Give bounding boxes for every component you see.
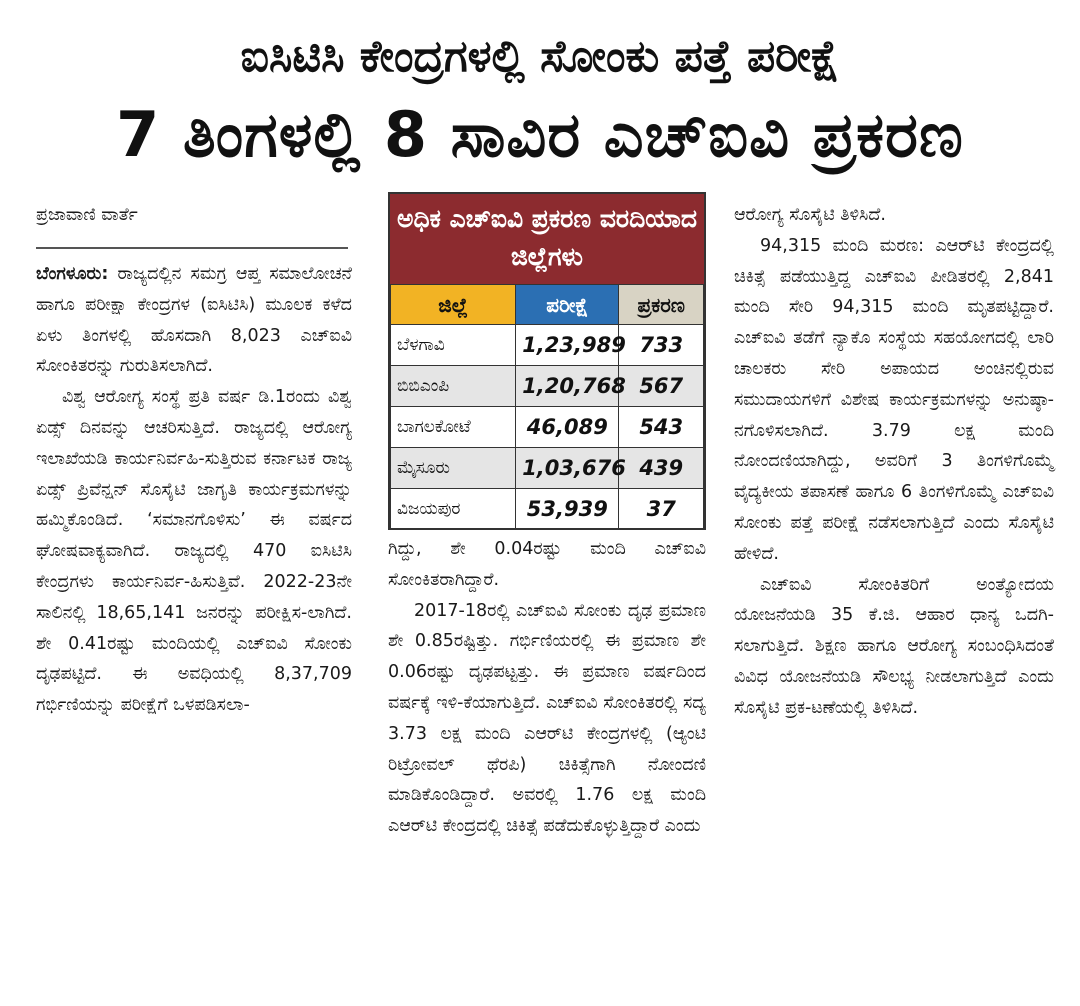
article-paragraph-2-continued: ಗಿದ್ದು, ಶೇ 0.04ರಷ್ಟು ಮಂದಿ ಎಚ್‌ಐವಿ ಸೋಂಕಿತರಾಗಿದ್ದಾರೆ. <box>388 539 706 590</box>
district-cell: ಬಿಬಿಎಂಪಿ <box>391 366 516 407</box>
article-paragraph-3: 2017-18ರಲ್ಲಿ ಎಚ್‌ಐವಿ ಸೋಂಕು ದೃಢ ಪ್ರಮಾಣ ಶೇ 0.85ರಷ್ಟಿತ್ತು. ಗರ್ಭಿಣಿಯರಲ್ಲಿ ಈ ಪ್ರಮಾಣ ಶೇ 0.06ರಷ್ಟು ದೃಢಪಟ್ಟತ್ತು. ಈ ಪ್ರಮಾಣ ವರ್ಷದಿಂದ ವರ್ಷಕ್ಕೆ ಇಳಿ-ಕೆಯಾಗುತ್ತಿದೆ. ಎಚ್‌ಐವಿ ಸೋಂಕಿತರಲ್ಲಿ ಸದ್ಯ 3.73 ಲಕ್ಷ ಮಂದಿ ಎಆರ್‌ಟಿ ಕೇಂದ್ರಗಳಲ್ಲಿ (ಆ್ಯಂಟಿ ರಿಟ್ರೋವಲ್ ಥೆರಪಿ) ಚಿಕಿತ್ಸೆಗಾಗಿ ನೋಂದಣಿ ಮಾಡಿಕೊಂಡಿದ್ದಾರೆ. ಅವರಲ್ಲಿ 1.76 ಲಕ್ಷ ಮಂದಿ ಎಆರ್‌ಟಿ ಕೇಂದ್ರದಲ್ಲಿ ಚಿಕಿತ್ಸೆ ಪಡೆದುಕೊಳ್ಳುತ್ತಿದ್ದಾರೆ ಎಂದು <box>388 600 706 837</box>
hiv-cases-table-box <box>388 192 706 530</box>
article-paragraph-4: 94,315 ಮಂದಿ ಮರಣ: ಎಆರ್‌ಟಿ ಕೇಂದ್ರದಲ್ಲಿ ಚಿಕಿತ್ಸೆ ಪಡೆಯುತ್ತಿದ್ದ ಎಚ್‌ಐವಿ ಪೀಡಿತರಲ್ಲಿ 2,841 ಮಂದಿ ಸೇರಿ 94,315 ಮಂದಿ ಮೃತಪಟ್ಟಿದ್ದಾರೆ. ಎಚ್‌ಐವಿ ತಡೆಗೆ ನ್ಯಾಕೊ ಸಂಸ್ಥೆಯ ಸಹಯೋಗದಲ್ಲಿ ಲಾರಿ ಚಾಲಕರು ಸೇರಿ ಅಪಾಯದ ಅಂಚಿನಲ್ಲಿರುವ ಸಮುದಾಯಗಳಿಗೆ ವಿಶೇಷ ಕಾರ್ಯಕ್ರಮಗಳನ್ನು ಅನುಷ್ಠಾ-ನಗೊಳಿಸಲಾಗಿದೆ. 3.79 ಲಕ್ಷ ಮಂದಿ ನೋಂದಣಿಯಾಗಿದ್ದು, ಅವರಿಗೆ 3 ತಿಂಗಳಿಗೊಮ್ಮೆ ವೈದ್ಯಕೀಯ ತಪಾಸಣೆ ಹಾಗೂ 6 ತಿಂಗಳಿಗೊಮ್ಮೆ ಎಚ್‌ಐವಿ ಸೋಂಕು ಪತ್ತೆ ಪರೀಕ್ಷೆ ನಡೆಸಲಾಗುತ್ತಿದೆ ಎಂದು ಸೊಸೈಟಿ ಹೇಳಿದೆ. <box>734 235 1054 564</box>
cases-cell: 733 <box>619 325 704 366</box>
article-paragraph-2: ವಿಶ್ವ ಆರೋಗ್ಯ ಸಂಸ್ಥೆ ಪ್ರತಿ ವರ್ಷ ಡಿ.1ರಂದು ವಿಶ್ವ ಏಡ್ಸ್ ದಿನವನ್ನು ಆಚರಿಸುತ್ತಿದೆ. ರಾಜ್ಯದಲ್ಲಿ ಆರೋಗ್ಯ ಇಲಾಖೆಯಡಿ ಕಾರ್ಯನಿರ್ವಹಿ-ಸುತ್ತಿರುವ ಕರ್ನಾಟಕ ರಾಜ್ಯ ಏಡ್ಸ್ ಪ್ರಿವೆನ್ಷನ್ ಸೊಸೈಟಿ ಜಾಗೃತಿ ಕಾರ್ಯಕ್ರಮಗಳನ್ನು ಹಮ್ಮಿಕೊಂಡಿದೆ. ‘ಸಮಾನಗೊಳಿಸು’ ಈ ವರ್ಷದ ಘೋಷವಾಕ್ಯವಾಗಿದೆ. ರಾಜ್ಯದಲ್ಲಿ 470 ಐಸಿಟಿಸಿ ಕೇಂದ್ರಗಳು ಕಾರ್ಯನಿರ್ವ-ಹಿಸುತ್ತಿವೆ. 2022-23ನೇ ಸಾಲಿನಲ್ಲಿ 18,65,141 ಜನರನ್ನು ಪರೀಕ್ಷಿಸ-ಲಾಗಿದೆ. ಶೇ 0.41ರಷ್ಟು ಮಂದಿಯಲ್ಲಿ ಎಚ್‌ಐವಿ ಸೋಂಕು ದೃಢಪಟ್ಟಿದೆ. ಈ ಅವಧಿಯಲ್ಲಿ 8,37,709 ಗರ್ಭಿಣಿಯನ್ನು ಪರೀಕ್ಷೆಗೆ ಒಳಪಡಿಸಲಾ- <box>36 387 352 716</box>
table-title: ಅಧಿಕ ಎಚ್‌ಐವಿ ಪ್ರಕರಣ ವರದಿಯಾದ ಜಿಲ್ಲೆಗಳು <box>390 194 704 284</box>
cases-cell: 543 <box>619 407 704 448</box>
tests-cell: 1,23,989 <box>516 325 619 366</box>
header-cases: ಪ್ರಕರಣ <box>619 285 704 325</box>
district-cell: ಮೈಸೂರು <box>391 448 516 489</box>
tests-cell: 53,939 <box>516 489 619 530</box>
headline-kicker: ಐಸಿಟಿಸಿ ಕೇಂದ್ರಗಳಲ್ಲಿ ಸೋಂಕು ಪತ್ತೆ ಪರೀಕ್ಷೆ <box>240 31 840 82</box>
district-cases-table <box>390 284 704 530</box>
header-tests: ಪರೀಕ್ಷೆ <box>516 285 619 325</box>
article-paragraph-3-continued: ಆರೋಗ್ಯ ಸೊಸೈಟಿ ತಿಳಿಸಿದೆ. <box>734 205 886 225</box>
table-row <box>391 407 704 448</box>
tests-cell: 1,03,676 <box>516 448 619 489</box>
district-cell: ಬಾಗಲಕೋಟೆ <box>391 407 516 448</box>
table-row <box>391 448 704 489</box>
article-column-1 <box>36 200 352 721</box>
tests-cell: 46,089 <box>516 407 619 448</box>
table-header-row <box>391 285 704 325</box>
article-column-3 <box>734 200 1054 724</box>
paragraph-1-text: ರಾಜ್ಯದಲ್ಲಿನ ಸಮಗ್ರ ಆಪ್ತ ಸಮಾಲೋಚನೆ ಹಾಗೂ ಪರೀಕ್ಷಾ ಕೇಂದ್ರಗಳ (ಐಸಿಟಿಸಿ) ಮೂಲಕ ಕಳೆದ ಏಳು ತಿಂಗಳಲ್ಲಿ ಹೊಸದಾಗಿ 8,023 ಎಚ್‌ಐವಿ ಸೋಂಕಿತರನ್ನು ಗುರುತಿಸಲಾಗಿದೆ. <box>36 264 352 377</box>
cases-cell: 567 <box>619 366 704 407</box>
district-cell: ವಿಜಯಪುರ <box>391 489 516 530</box>
cases-cell: 439 <box>619 448 704 489</box>
tests-cell: 1,20,768 <box>516 366 619 407</box>
cases-cell: 37 <box>619 489 704 530</box>
table-row <box>391 489 704 530</box>
headline-main: 7 ತಿಂಗಳಲ್ಲಿ 8 ಸಾವಿರ ಎಚ್‌ಐವಿ ಪ್ರಕರಣ <box>116 98 964 171</box>
article-paragraph-1 <box>36 259 352 382</box>
table-row <box>391 366 704 407</box>
byline: ಪ್ರಜಾವಾಣಿ ವಾರ್ತೆ <box>36 205 138 225</box>
article-paragraph-5: ಎಚ್‌ಐವಿ ಸೋಂಕಿತರಿಗೆ ಅಂತ್ಯೋದಯ ಯೋಜನೆಯಡಿ 35 ಕೆ.ಜಿ. ಆಹಾರ ಧಾನ್ಯ ಒದಗಿ-ಸಲಾಗುತ್ತಿದೆ. ಶಿಕ್ಷಣ ಹಾಗೂ ಆರೋಗ್ಯ ಸಂಬಂಧಿಸಿದಂತೆ ವಿವಿಧ ಯೋಜನೆಯಡಿ ಸೌಲಭ್ಯ ನೀಡಲಾಗುತ್ತಿದೆ ಎಂದು ಸೊಸೈಟಿ ಪ್ರಕ-ಟಣೆಯಲ್ಲಿ ತಿಳಿಸಿದೆ. <box>734 574 1054 718</box>
article-column-2 <box>388 534 706 842</box>
byline-divider <box>36 247 348 249</box>
header-district: ಜಿಲ್ಲೆ <box>391 285 516 325</box>
dateline: ಬೆಂಗಳೂರು: <box>36 264 109 284</box>
table-row <box>391 325 704 366</box>
district-cell: ಬೆಳಗಾವಿ <box>391 325 516 366</box>
